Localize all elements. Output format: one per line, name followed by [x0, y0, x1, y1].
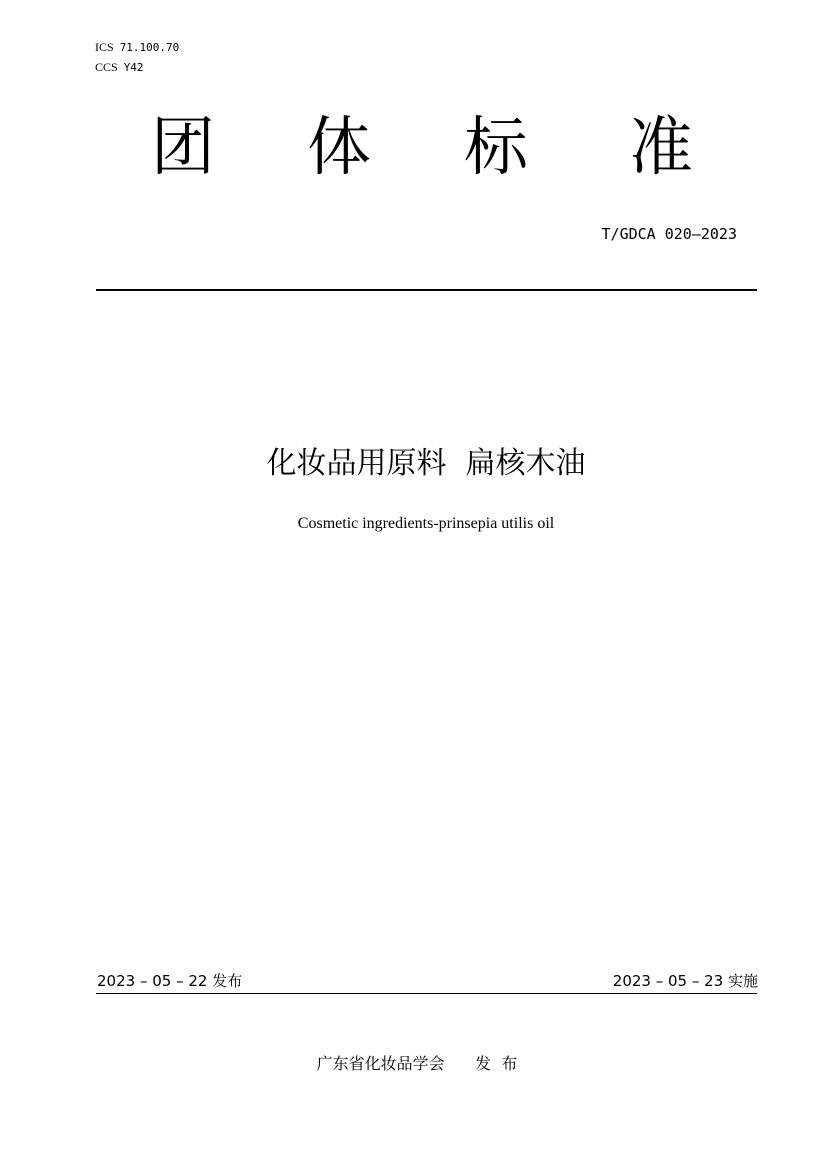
- doc-type-char-3: 标: [464, 111, 528, 185]
- ics-label: ICS: [95, 40, 114, 54]
- ics-line: [95, 40, 179, 55]
- standard-number: T/GDCA 020—2023: [601, 225, 737, 243]
- doc-type-char-4: 准: [629, 111, 693, 185]
- doc-type-char-1: 团: [151, 111, 215, 185]
- title-chinese: 化妆品用原料 扁核木油: [266, 446, 586, 481]
- publish-date: 2023 – 05 – 22 发布: [97, 972, 243, 990]
- bottom-divider: [96, 993, 757, 994]
- publisher: 广东省化妆品学会 发 布: [316, 1054, 518, 1073]
- ccs-value: Y42: [123, 61, 144, 74]
- ccs-label: CCS: [95, 60, 118, 74]
- doc-type-char-2: 体: [307, 111, 371, 185]
- ics-value: 71.100.70: [119, 41, 180, 54]
- ccs-line: [95, 60, 144, 75]
- top-divider: [96, 289, 757, 291]
- title-english: Cosmetic ingredients-prinsepia utilis oil: [297, 515, 555, 532]
- implement-date: 2023 – 05 – 23 实施: [612, 972, 758, 990]
